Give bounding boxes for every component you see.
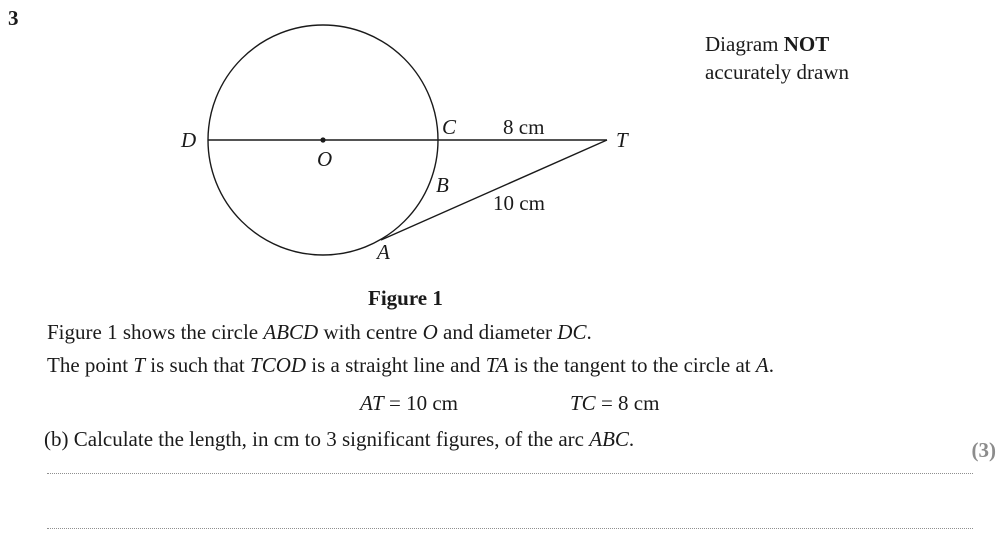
math-variable: TC bbox=[570, 391, 596, 415]
text-run: = 8 cm bbox=[595, 391, 660, 415]
text-run: with centre bbox=[318, 320, 423, 344]
label-tc-length: 8 cm bbox=[503, 115, 545, 139]
equation-at bbox=[360, 391, 458, 416]
label-b: B bbox=[436, 173, 449, 197]
text-run: is such that bbox=[145, 353, 251, 377]
figure-caption: Figure 1 bbox=[368, 286, 443, 310]
math-variable: A bbox=[755, 353, 769, 377]
math-variable: O bbox=[422, 320, 438, 344]
text-run: . bbox=[628, 427, 635, 451]
math-variable: TA bbox=[485, 353, 509, 377]
answer-line-2[interactable] bbox=[47, 528, 973, 529]
text-run: . bbox=[768, 353, 774, 377]
math-variable: ABC bbox=[589, 427, 629, 451]
text-run: is a straight line and bbox=[306, 353, 486, 377]
label-ta-length: 10 cm bbox=[493, 191, 545, 215]
label-a: A bbox=[377, 240, 390, 264]
text-run: . bbox=[586, 320, 592, 344]
tangent-ta bbox=[381, 140, 607, 240]
equation-tc bbox=[570, 391, 659, 416]
math-variable: ABCD bbox=[263, 320, 319, 344]
math-variable: AT bbox=[360, 391, 384, 415]
text-run: Figure 1 shows the circle bbox=[47, 320, 264, 344]
label-o: O bbox=[317, 147, 333, 171]
centre-point bbox=[320, 137, 325, 142]
math-variable: T bbox=[133, 353, 146, 377]
math-variable: TCOD bbox=[250, 353, 307, 377]
text-run: and diameter bbox=[437, 320, 558, 344]
math-variable: DC bbox=[557, 320, 587, 344]
text-run: is the tangent to the circle at bbox=[508, 353, 756, 377]
label-c: C bbox=[442, 115, 457, 139]
part-b-question bbox=[44, 427, 634, 452]
statement-line-1 bbox=[47, 320, 592, 345]
question-number: 3 bbox=[8, 6, 19, 30]
label-t: T bbox=[616, 128, 628, 152]
text-run: (b) Calculate the length, in cm to 3 significant figures, of the arc bbox=[44, 427, 590, 451]
text-run: The point bbox=[47, 353, 134, 377]
marks-badge: (3) bbox=[971, 438, 996, 462]
answer-line-1[interactable] bbox=[47, 473, 973, 474]
diagram-note-line2: accurately drawn bbox=[705, 60, 849, 84]
diagram-note-prefix: Diagram bbox=[705, 32, 784, 56]
statement-line-2 bbox=[47, 353, 774, 378]
diagram-note-bold: NOT bbox=[783, 32, 830, 56]
label-d: D bbox=[181, 128, 197, 152]
text-run: = 10 cm bbox=[383, 391, 458, 415]
